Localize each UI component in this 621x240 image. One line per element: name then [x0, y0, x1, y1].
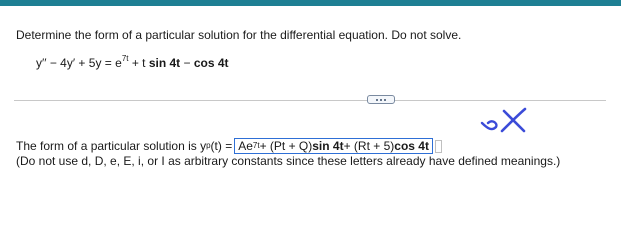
input-cursor-box[interactable]	[435, 140, 442, 153]
answer-sin-term: sin 4t	[312, 139, 344, 153]
equation-exponent: 7t	[121, 54, 129, 63]
differential-equation	[36, 56, 229, 70]
equation-cos-term: cos 4t	[193, 56, 229, 70]
equation-sin-term: sin 4t	[148, 56, 181, 70]
ellipsis-icon	[376, 99, 386, 101]
answer-mid: + (Pt + Q)	[259, 139, 313, 153]
instruction-note: (Do not use d, D, e, E, i, or I as arbitrary constants since these letters already have defined meanings.)	[16, 154, 561, 168]
answer-input-box[interactable]: Ae 7t + (Pt + Q) sin 4t + (Rt + 5) cos 4t	[234, 138, 433, 154]
handwritten-mark-icon	[478, 101, 530, 137]
answer-line: The form of a particular solution is y p (t) = Ae 7t + (Pt + Q) sin 4t + (Rt + 5) cos 4t	[16, 138, 442, 154]
answer-cos-term: cos 4t	[394, 139, 429, 153]
equation-lhs: y′′ − 4y′ + 5y = e	[36, 56, 122, 70]
equation-mid: + t	[128, 56, 149, 70]
equation-minus: −	[180, 56, 194, 70]
question-text: Determine the form of a particular solution for the differential equation. Do not solve.	[16, 28, 462, 42]
answer-term-a: Ae	[238, 139, 253, 153]
answer-prefix: The form of a particular solution is y	[16, 139, 207, 153]
expand-more-button[interactable]	[367, 95, 395, 104]
top-accent-bar	[0, 0, 621, 6]
answer-paren: (t) =	[210, 139, 233, 153]
answer-mid2: + (Rt + 5)	[343, 139, 395, 153]
